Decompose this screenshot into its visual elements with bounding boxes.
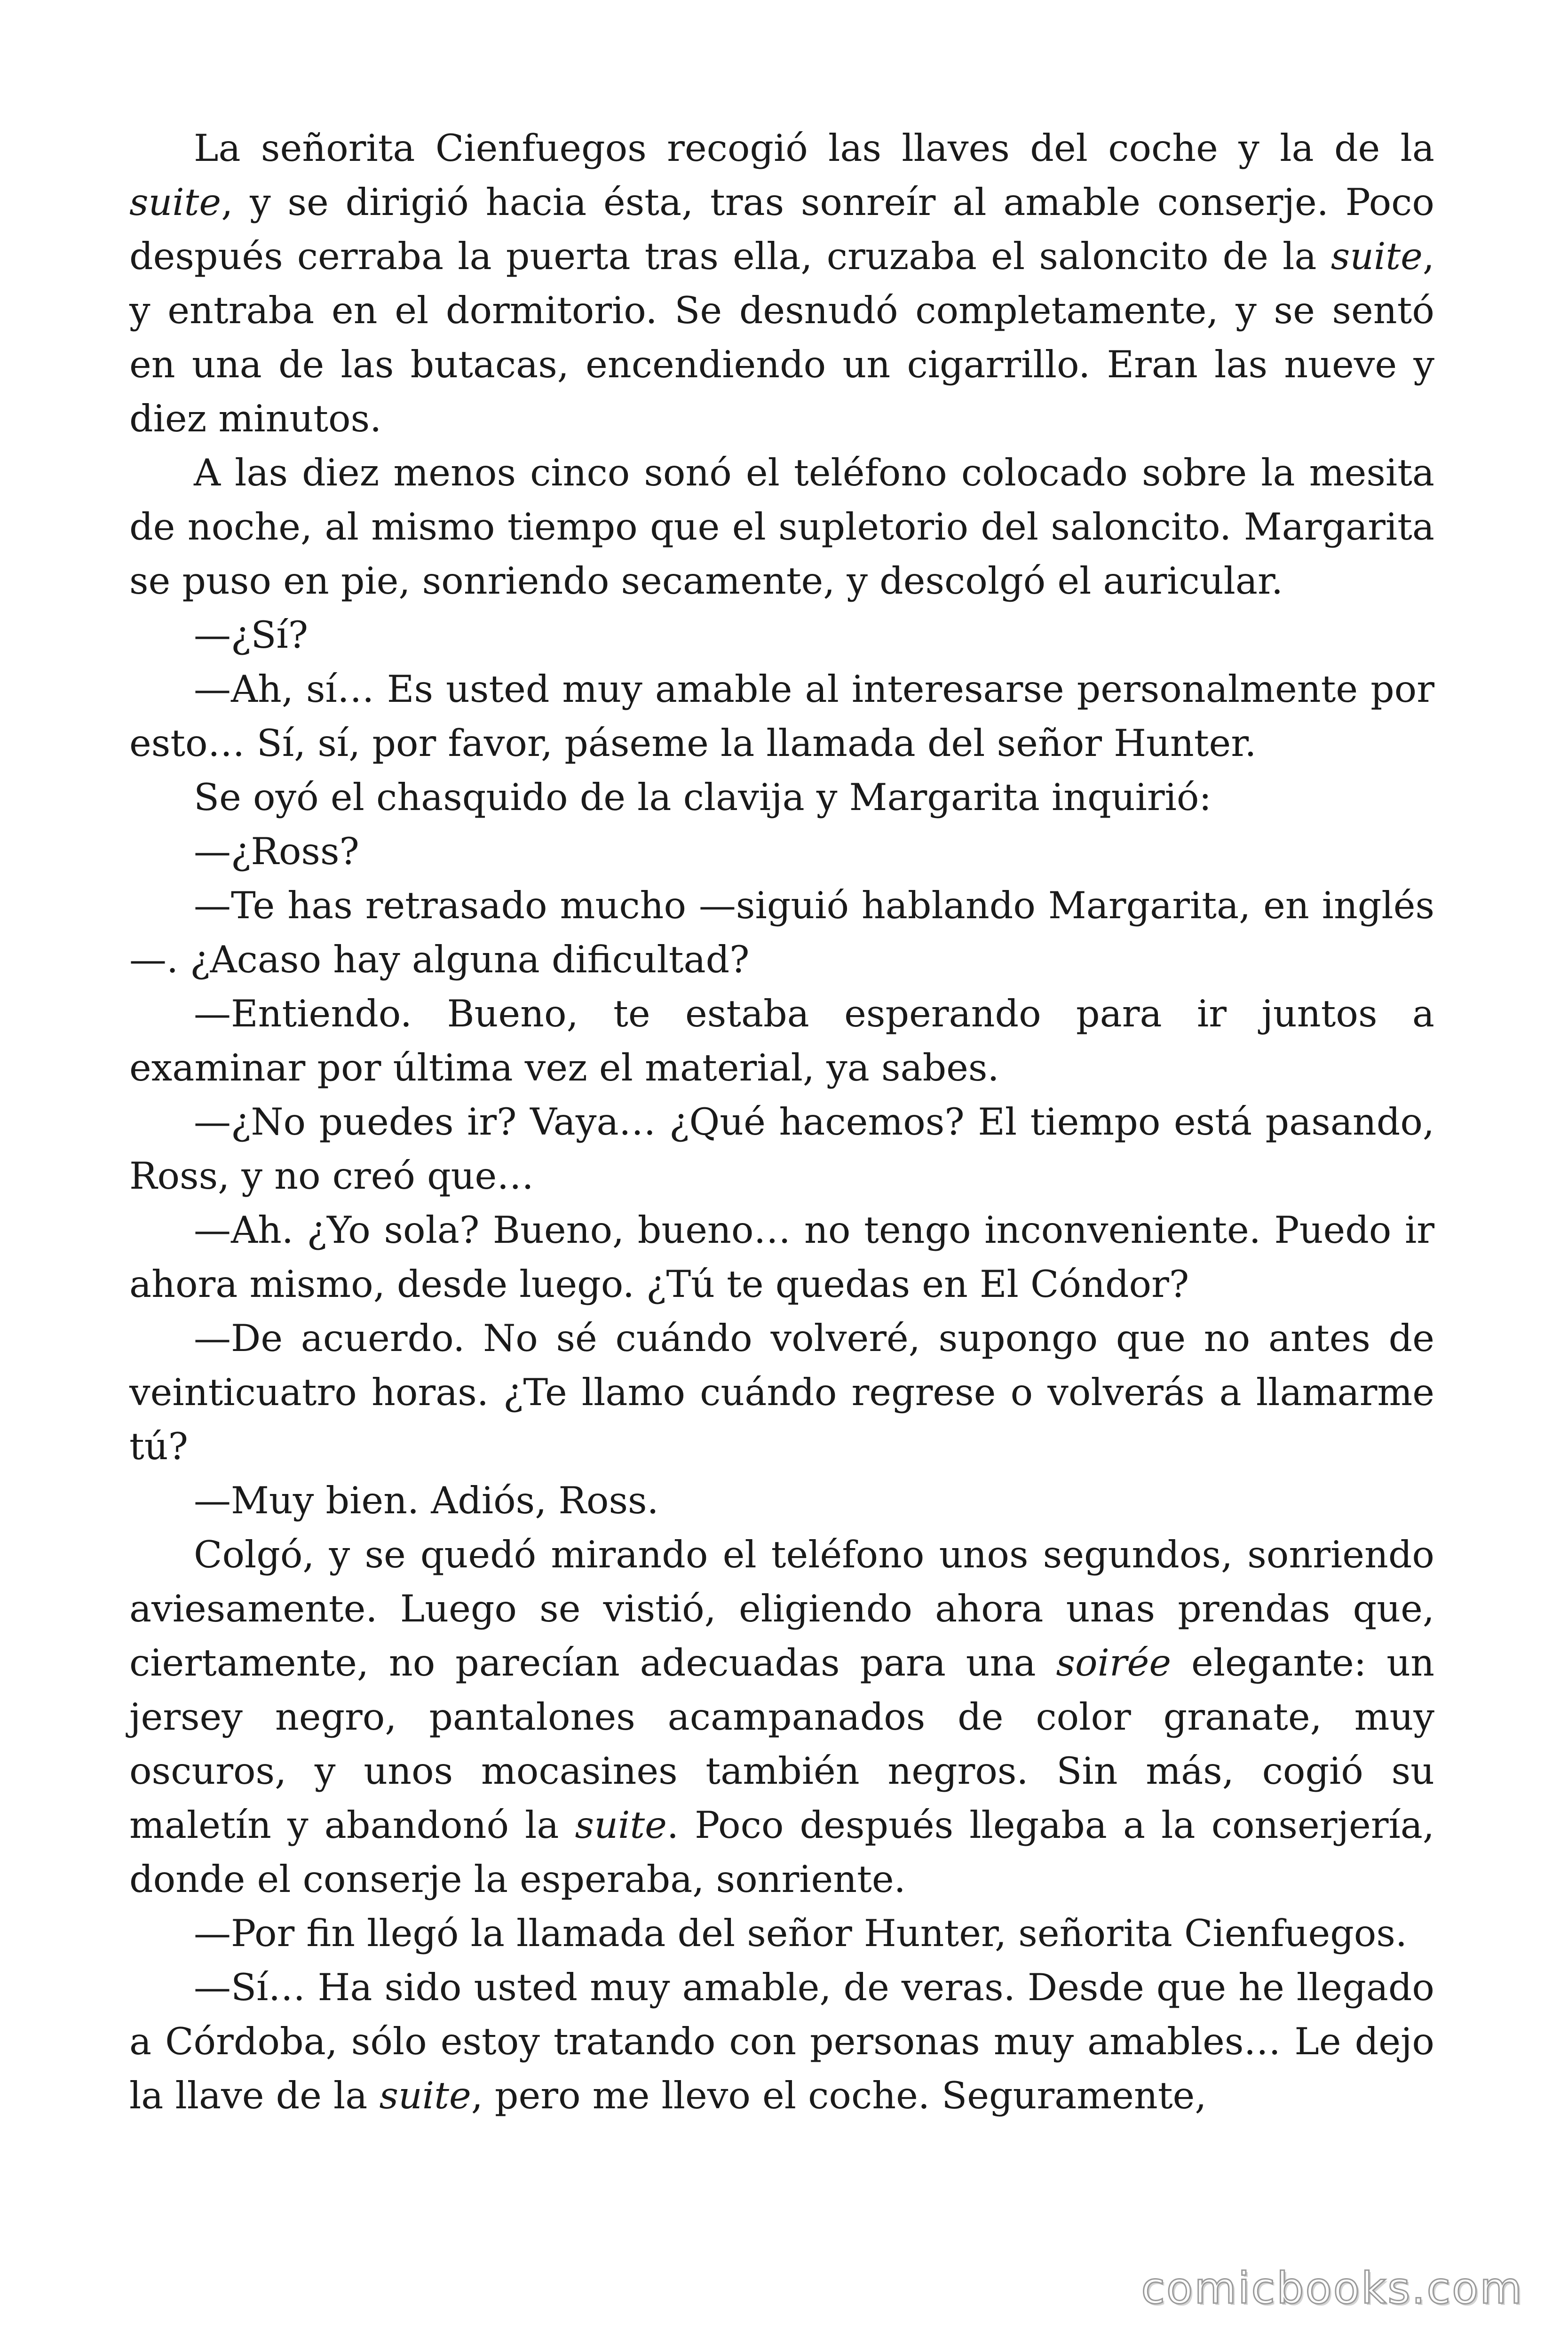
paragraph: [129, 1528, 1434, 1907]
paragraph: [129, 987, 1434, 1095]
text-run: —Ah. ¿Yo sola? Bueno, bueno… no tengo inconveniente. Puedo ir ahora mismo, desde luego. ¿Tú te quedas en El Cóndor?: [129, 1208, 1434, 1306]
paragraph: [129, 771, 1434, 825]
text-run: —De acuerdo. No sé cuándo volveré, supongo que no antes de veinticuatro horas. ¿Te llamo cuándo regrese o volverás a llamarme tú?: [129, 1317, 1434, 1468]
paragraph: [129, 879, 1434, 987]
paragraph: [129, 1474, 1434, 1528]
text-run: , y entraba en el dormitorio. Se desnudó completamente, y se sentó en una de las butacas, encendiendo un cigarrillo. Eran las nueve y diez minutos.: [129, 235, 1434, 440]
text-run: A las diez menos cinco sonó el teléfono colocado sobre la mesita de noche, al mismo tiempo que el supletorio del saloncito. Margarita se puso en pie, sonriendo secamente, y descolgó el auricular.: [129, 451, 1434, 603]
text-run: , y se dirigió hacia ésta, tras sonreír al amable conserje. Poco después cerraba la puerta tras ella, cruzaba el saloncito de la: [129, 181, 1434, 278]
paragraph: [129, 1095, 1434, 1203]
italic-text: suite: [129, 181, 222, 224]
italic-text: suite: [1330, 235, 1423, 278]
text-run: —Te has retrasado mucho —siguió hablando Margarita, en inglés—. ¿Acaso hay alguna dificultad?: [129, 884, 1434, 981]
text-run: —¿Ross?: [194, 830, 359, 873]
text-run: elegante: un jersey negro, pantalones acampanados de color granate, muy oscuros, y unos mocasines también negros. Sin más, cogió su maletín y abandonó la: [129, 1641, 1434, 1847]
body-text: [129, 121, 1434, 2123]
text-run: . Poco después llegaba a la conserjería, donde el conserje la esperaba, sonriente.: [129, 1804, 1434, 1901]
text-run: La señorita Cienfuegos recogió las llaves del coche y la de la: [194, 127, 1434, 170]
paragraph: [129, 1907, 1434, 1961]
text-run: Se oyó el chasquido de la clavija y Margarita inquirió:: [194, 776, 1212, 819]
text-run: —¿Sí?: [194, 613, 309, 657]
italic-text: suite: [575, 1804, 667, 1847]
paragraph: [129, 662, 1434, 771]
paragraph: [129, 608, 1434, 662]
paragraph: [129, 1961, 1434, 2123]
text-run: —Por fin llegó la llamada del señor Hunter, señorita Cienfuegos.: [194, 1912, 1407, 1955]
text-run: Colgó, y se quedó mirando el teléfono unos segundos, sonriendo aviesamente. Luego se vistió, eligiendo ahora unas prendas que, ciertamente, no parecían adecuadas para una: [129, 1533, 1434, 1685]
text-run: —Muy bien. Adiós, Ross.: [194, 1479, 659, 1522]
paragraph: [129, 121, 1434, 446]
italic-text: suite: [379, 2074, 471, 2117]
text-run: —Ah, sí… Es usted muy amable al interesarse personalmente por esto… Sí, sí, por favor, páseme la llamada del señor Hunter.: [129, 667, 1434, 765]
paragraph: [129, 825, 1434, 879]
paragraph: [129, 1203, 1434, 1311]
paragraph: [129, 446, 1434, 608]
text-run: —¿No puedes ir? Vaya… ¿Qué hacemos? El tiempo está pasando, Ross, y no creó que…: [129, 1100, 1434, 1198]
text-run: —Entiendo. Bueno, te estaba esperando para ir juntos a examinar por última vez el material, ya sabes.: [129, 992, 1434, 1089]
site-watermark: comicbooks.com: [1141, 2263, 1523, 2313]
paragraph: [129, 1311, 1434, 1474]
italic-text: soirée: [1056, 1641, 1172, 1685]
text-run: —Sí… Ha sido usted muy amable, de veras. Desde que he llegado a Córdoba, sólo estoy tratando con personas muy amables… Le dejo la llave de la: [129, 1966, 1434, 2117]
text-run: , pero me llevo el coche. Seguramente,: [471, 2074, 1207, 2117]
